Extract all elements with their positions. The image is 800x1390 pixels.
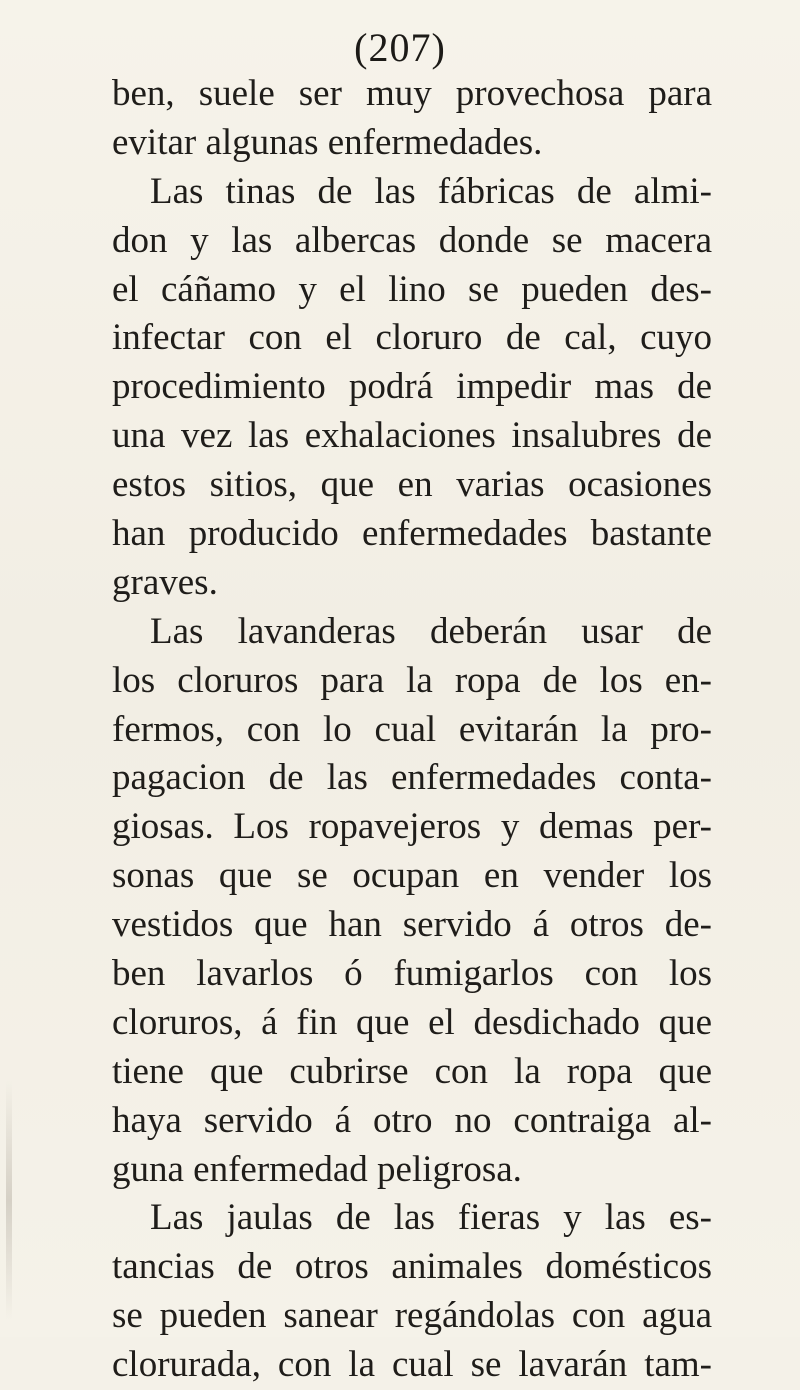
- text-line: el cáñamo y el lino se pueden des-: [112, 268, 712, 310]
- text-line: infectar con el cloruro de cal, cuyo: [112, 317, 712, 359]
- body-text: [112, 70, 712, 1390]
- text-line: ben lavarlos ó fumigarlos con los: [112, 953, 712, 995]
- text-line: estos sitios, que en varias ocasiones: [112, 464, 712, 506]
- text-line: se pueden sanear regándolas con agua: [112, 1295, 712, 1337]
- text-line: vestidos que han servido á otros de-: [112, 904, 712, 946]
- text-line: una vez las exhalaciones insalubres de: [112, 415, 712, 457]
- paragraph-start-line: Las jaulas de las fieras y las es-: [150, 1197, 712, 1239]
- paragraph-start-line: Las tinas de las fábricas de almi-: [150, 170, 712, 212]
- binding-shadow: [6, 1080, 12, 1320]
- paragraph-start-line: Las lavanderas deberán usar de: [150, 610, 712, 652]
- text-line: haya servido á otro no contraiga al-: [112, 1099, 712, 1141]
- text-line: tiene que cubrirse con la ropa que: [112, 1050, 712, 1092]
- text-line: don y las albercas donde se macera: [112, 219, 712, 261]
- page-number: (207): [354, 25, 446, 70]
- text-line: han producido enfermedades bastante: [112, 513, 712, 555]
- text-line: evitar algunas enfermedades.: [112, 121, 543, 163]
- text-line: ben, suele ser muy provechosa para: [112, 73, 712, 114]
- text-line: cloruros, á fin que el desdichado que: [112, 1001, 712, 1043]
- text-line: guna enfermedad peligrosa.: [112, 1148, 522, 1190]
- text-line: los cloruros para la ropa de los en-: [112, 659, 712, 701]
- text-line: pagacion de las enfermedades conta-: [112, 757, 712, 799]
- text-line: sonas que se ocupan en vender los: [112, 855, 712, 897]
- text-line: fermos, con lo cual evitarán la pro-: [112, 708, 712, 750]
- text-line: tancias de otros animales domésticos: [112, 1246, 712, 1288]
- text-line: clorurada, con la cual se lavarán tam-: [112, 1344, 712, 1386]
- text-line: procedimiento podrá impedir mas de: [112, 366, 712, 408]
- text-line: giosas. Los ropavejeros y demas per-: [112, 806, 712, 848]
- text-line: graves.: [112, 561, 218, 603]
